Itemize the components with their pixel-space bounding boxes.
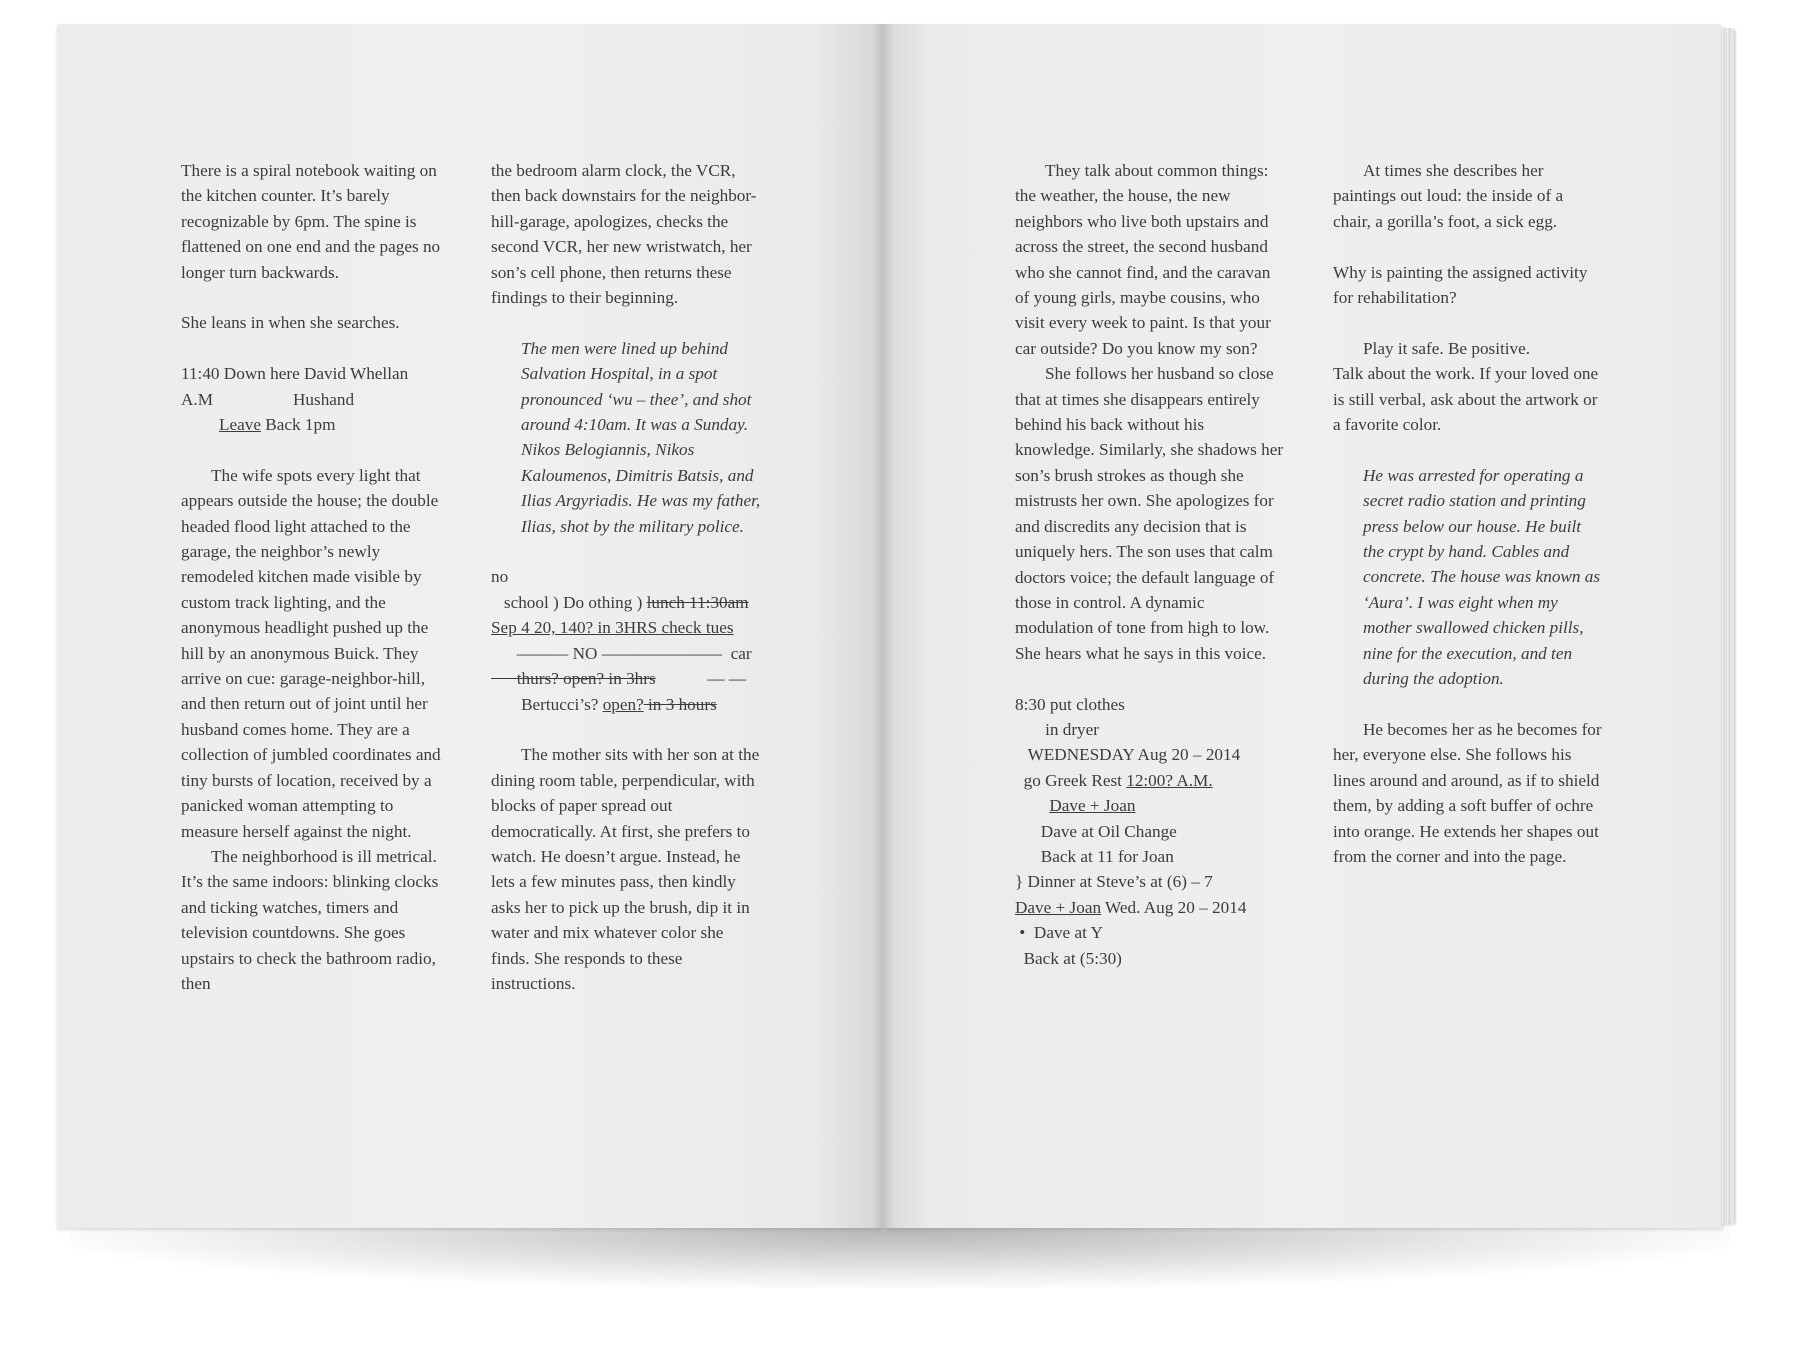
paragraph: At times she describes her paintings out loud: the inside of a chair, a gorilla’s foot, a sick egg. [1333, 161, 1564, 231]
note-line: Dave + Joan Wed. Aug 20 – 2014 [1015, 897, 1247, 917]
handwritten-note [491, 564, 761, 716]
note-line: 11:40 Down here David Whellan [181, 364, 409, 384]
handwritten-note [181, 361, 451, 437]
paragraph: The mother sits with her son at the dining room table, perpendicular, with blocks of paper spread out democratically. At first, she prefers to watch. He doesn’t argue. Instead, he lets a few minutes pass, then kindly asks her to pick up the brush, dip it in water and mix whatever color she finds. She responds to these instructions. [491, 745, 760, 993]
book-shadow [70, 1218, 1730, 1288]
paragraph: Play it safe. Be positive. [1363, 338, 1531, 358]
page-edges [1721, 28, 1735, 1224]
paragraph: Talk about the work. If your loved one is still verbal, ask about the artwork or a favorite color. [1333, 364, 1599, 435]
paragraph: Why is painting the assigned activity for rehabilitation? [1333, 262, 1588, 308]
note-line: A.M Hushand [181, 389, 355, 409]
quote-text: He was arrested for operating a secret radio station and printing press below our house. He built the crypt by hand. Cables and concrete. The house was known as ‘Aura’. I was eight when my mother swallowed chicken pills, nine for the execution, and ten during the adoption. [1363, 465, 1601, 689]
note-line: Leave Back 1pm [219, 415, 336, 435]
note-line: school ) Do othing ) lunch 11:30am [491, 592, 749, 612]
note-line: Dave at Oil Change [1015, 821, 1177, 841]
paragraph: The wife spots every light that appears outside the house; the double headed flood light attached to the garage, the neighbor’s newly remodeled kitchen made visible by custom track lighting, and the anonymous headlight pushed up the hill by an anonymous Buick. They arrive on cue: garage-neighbor-hill, and then return out of joint until her husband comes home. They are a collection of jumbled coordinates and tiny bursts of location, received by a panicked woman attempting to measure herself against the night. [181, 465, 441, 841]
paragraph: He becomes her as he becomes for her, everyone else. She follows his lines around and around, as if to shield them, by adding a soft buffer of ochre into orange. He extends her shapes out from the corner and into the page. [1333, 719, 1602, 866]
note-line: Sep 4 20, 140? in 3HRS check tues [491, 618, 734, 638]
paragraph: They talk about common things: the weather, the house, the new neighbors who live both upstairs and across the street, the second husband who she cannot find, and the caravan of young girls, maybe cousins, who visit every week to paint. Is that your car outside? Do you know my son? [1015, 161, 1271, 358]
note-line: 8:30 put clothes [1015, 694, 1125, 714]
note-line: • Dave at Y [1015, 923, 1103, 943]
text-column-4 [1333, 158, 1603, 869]
paragraph: She follows her husband so close that at times she disappears entirely behind his back without his knowledge. Similarly, she shadows her son’s brush strokes as though she mistrusts her own. She apologizes for and discredits any decision that is uniquely hers. The son uses that calm doctors voice; the default language of those in control. A dynamic modulation of tone from high to low. She hears what he says in this voice. [1015, 364, 1284, 663]
note-line: ——— NO ——————— car [491, 643, 752, 663]
note-line: WEDNESDAY Aug 20 – 2014 [1015, 745, 1241, 765]
note-line: Dave + Joan [1049, 796, 1136, 816]
note-line: } Dinner at Steve’s at (6) – 7 [1015, 872, 1213, 892]
paragraph: She leans in when she searches. [181, 313, 400, 333]
paragraph: There is a spiral notebook waiting on the kitchen counter. It’s barely recognizable by 6pm. The spine is flattened on one end and the pages no longer turn backwards. [181, 161, 441, 282]
note-line: go Greek Rest 12:00? A.M. [1015, 770, 1213, 790]
italic-quote [491, 336, 761, 539]
quote-text: The men were lined up behind Salvation Hospital, in a spot pronounced ‘wu – thee’, and shot around 4:10am. It was a Sunday. Nikos Belogiannis, Nikos Kaloumenos, Dimitris Batsis, and Ilias Argyriadis. He was my father, Ilias, shot by the military police. [521, 338, 761, 536]
handwritten-note [1015, 692, 1285, 971]
italic-quote [1333, 463, 1603, 692]
paragraph: The neighborhood is ill metrical. It’s the same indoors: blinking clocks and ticking watches, timers and television countdowns. She goes upstairs to check the bathroom radio, then [181, 846, 439, 993]
text-column-3 [1015, 158, 1285, 971]
note-line: Bertucci’s? open? in 3 hours [491, 694, 717, 714]
note-line: no [491, 567, 509, 587]
note-line: in dryer [1015, 719, 1100, 739]
note-line: Back at (5:30) [1015, 948, 1122, 968]
note-line: Back at 11 for Joan [1015, 846, 1174, 866]
text-column-2 [491, 158, 761, 996]
text-column-1 [181, 158, 451, 996]
note-line: thurs? open? in 3hrs — — [491, 669, 746, 689]
paragraph: the bedroom alarm clock, the VCR, then back downstairs for the neighbor-hill-garage, apologizes, checks the second VCR, her new wristwatch, her son’s cell phone, then returns these findings to their beginning. [491, 161, 757, 308]
book-gutter [872, 24, 894, 1228]
